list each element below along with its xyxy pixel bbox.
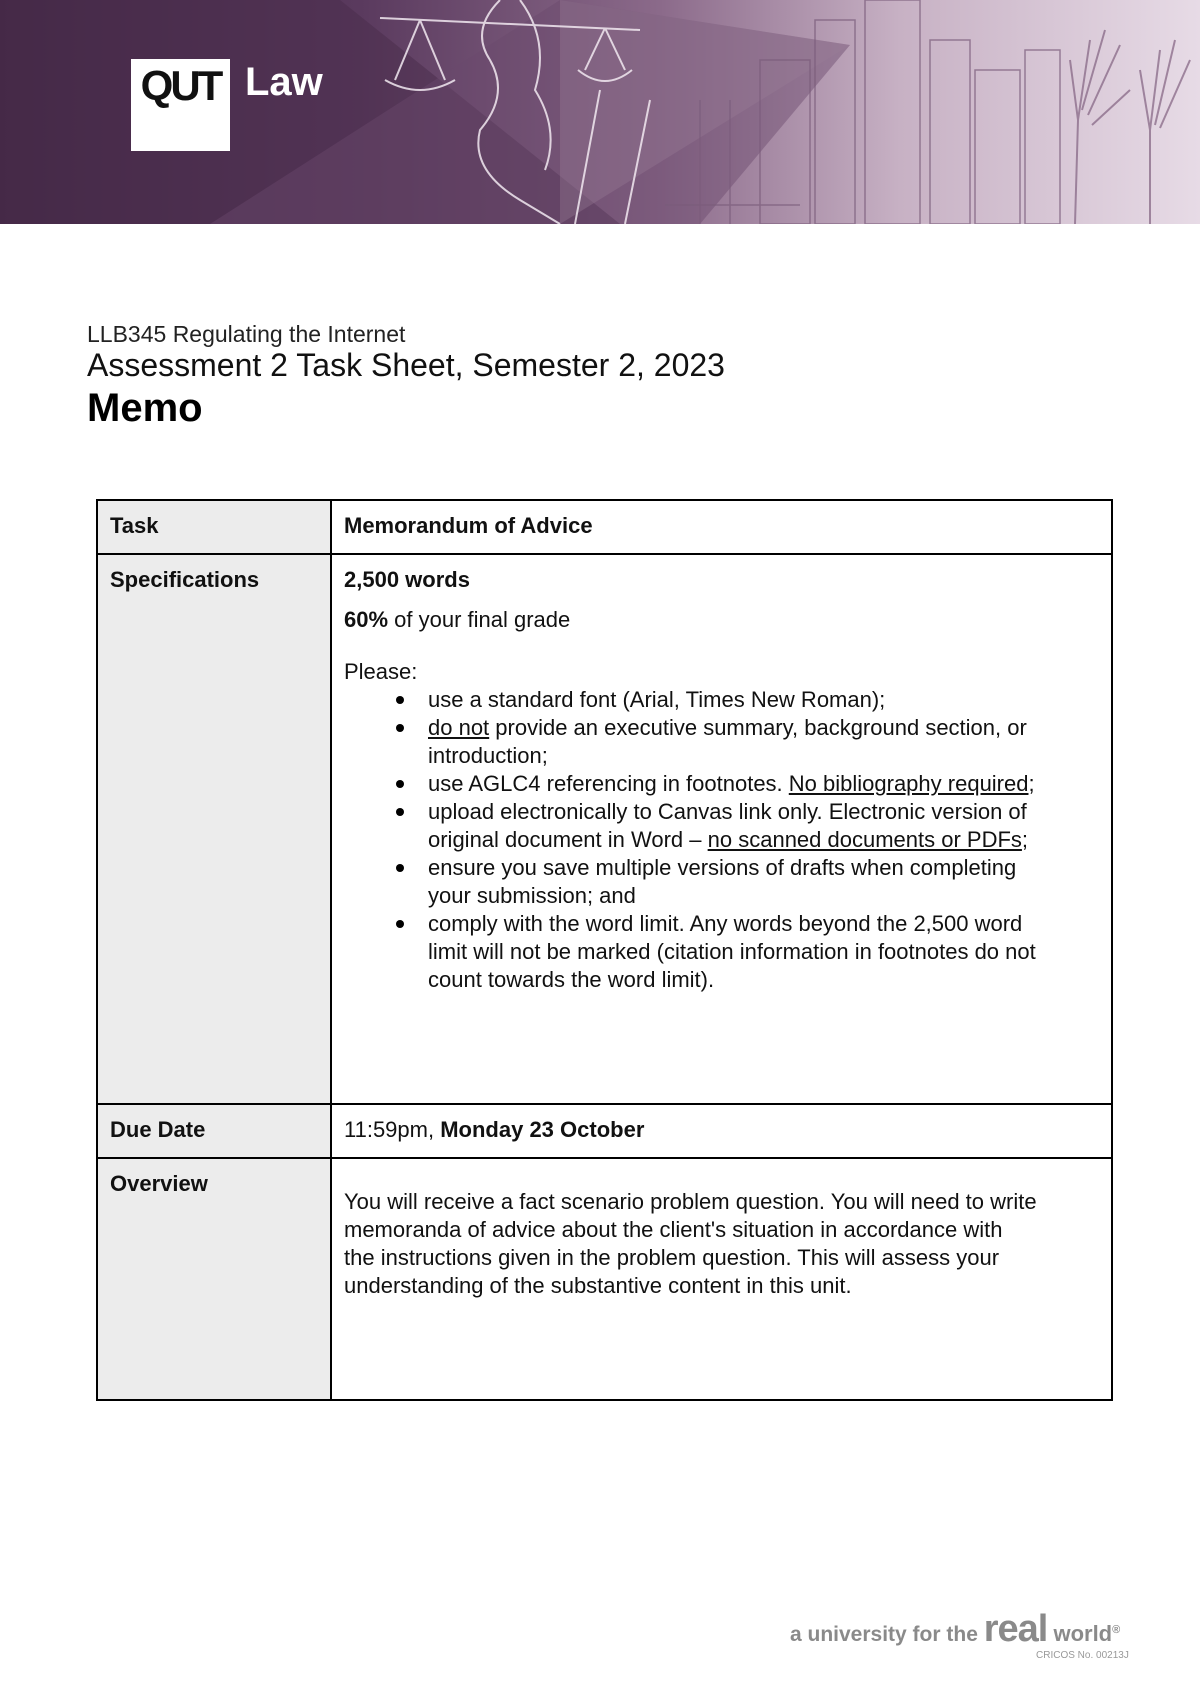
word-count: 2,500 words (344, 567, 470, 592)
document-type-heading: Memo (87, 386, 203, 430)
overview-text: You will receive a fact scenario problem question. You will need to write memoranda of advice about the client's situation in accordance with the instructions given in the problem question. This will assess your understanding of the substantive content in this unit. (344, 1189, 1037, 1298)
overview-label: Overview (97, 1158, 331, 1400)
requirement-text: use a standard font (Arial, Times New Roman); (428, 687, 886, 712)
requirement-text: upload electronically to Canvas link only. Electronic version of original document in Word – (428, 799, 1027, 852)
list-item (428, 686, 1099, 714)
list-item (428, 770, 1099, 798)
table-row-due-date (97, 1104, 1112, 1158)
task-value: Memorandum of Advice (331, 500, 1112, 554)
requirement-punctuation: ; (1028, 771, 1035, 796)
list-item (428, 910, 1099, 994)
qut-logo-mark: QUT (140, 62, 221, 109)
task-label: Task (97, 500, 331, 554)
raised-hands-icon (1070, 30, 1190, 224)
list-item (428, 854, 1099, 910)
overview-value (331, 1158, 1112, 1400)
university-tagline (790, 1608, 1120, 1651)
specifications-label: Specifications (97, 554, 331, 1104)
course-name: LLB345 Regulating the Internet (87, 321, 406, 347)
requirement-text: ensure you save multiple versions of drafts when completing your submission; and (428, 855, 1017, 908)
requirement-emphasis: do not (428, 715, 490, 740)
requirement-emphasis: no scanned documents or PDFs (707, 827, 1022, 852)
grade-text: of your final grade (388, 607, 571, 632)
header-banner (0, 0, 1200, 224)
due-date-label: Due Date (97, 1104, 331, 1158)
requirements-list (344, 686, 1099, 994)
requirement-text: comply with the word limit. Any words beyond the 2,500 word limit will not be marked (citation information in footnotes do not count towards the word limit). (428, 911, 1036, 992)
tagline-world: world (1047, 1621, 1113, 1646)
requirement-text: provide an executive summary, background section, or introduction; (428, 715, 1027, 768)
please-intro: Please: (344, 659, 418, 684)
grade-weight (344, 606, 1099, 634)
table-row-specifications (97, 554, 1112, 1104)
grade-percentage: 60% (344, 607, 389, 632)
list-item (428, 798, 1099, 854)
requirement-text: use AGLC4 referencing in footnotes. (428, 771, 789, 796)
table-row-task (97, 500, 1112, 554)
assessment-details-table (96, 499, 1113, 1401)
due-time: 11:59pm, (344, 1117, 441, 1142)
due-day: Monday 23 October (440, 1117, 645, 1142)
registered-mark: ® (1112, 1624, 1121, 1636)
specifications-value (331, 554, 1112, 1104)
list-item (428, 714, 1099, 770)
table-row-overview (97, 1158, 1112, 1400)
cricos-number: CRICOS No. 00213J (1036, 1650, 1129, 1661)
tagline-prefix: a university for the (790, 1623, 984, 1646)
requirement-punctuation: ; (1021, 827, 1029, 852)
due-date-value (331, 1104, 1112, 1158)
requirement-emphasis: No bibliography required (788, 771, 1029, 796)
tagline-real: real (983, 1608, 1048, 1650)
task-sheet-title: Assessment 2 Task Sheet, Semester 2, 2023 (87, 347, 725, 383)
faculty-name: Law (245, 60, 323, 104)
